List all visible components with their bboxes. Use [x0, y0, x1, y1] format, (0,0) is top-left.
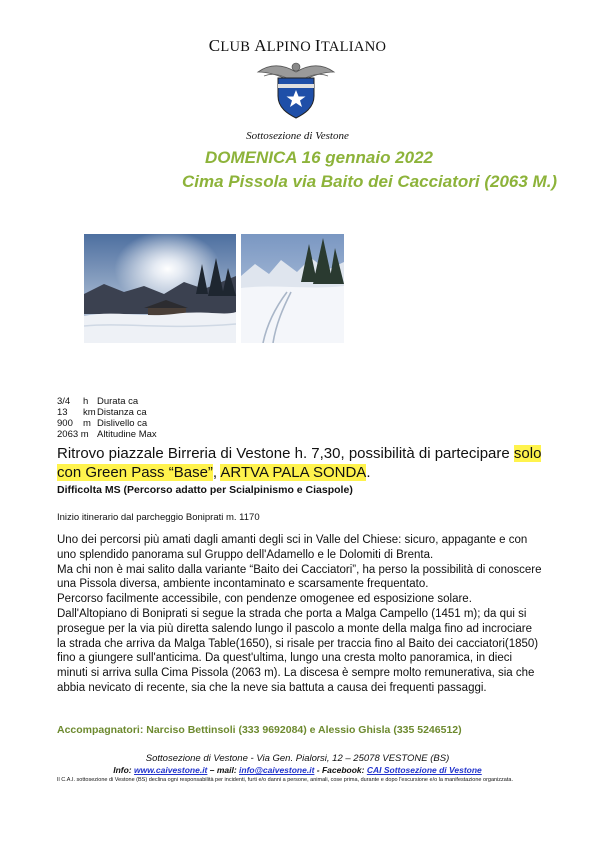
stat-distance: 13 kmDistanza ca — [57, 407, 147, 418]
description-paragraph: Uno dei percorsi più amati dagli amanti degli sci in Valle del Chiese: sicuro, appagante e con uno splendido panorama sul Gruppo dell'Adamello e le Dolomiti di Brenta. — [57, 534, 528, 561]
photo-ski-tracks — [241, 234, 344, 343]
description-paragraph: Dall'Altopiano di Boniprati si segue la strada che porta a Malga Campello (1451 m); da qui si prosegue per la via più diretta salendo lungo il pascolo a monte della malga fino ad incrociare la strada che arriva da Malga Table(1650), si risale per traccia fino al Baito dei cacciatori(1850) fino a giungere sull'anticima. Da quest'ultima, lungo una cresta molto panoramica, in dieci minuti si arriva sulla Cima Pissola (2063 m). La discesa è sempre molto remunerativa, sia che abbia nevicato di recente, sia che la neve sia battuta a causa dei frequenti passaggi. — [57, 607, 539, 694]
stat-max-altitude: 2063 m Altitudine Max — [57, 429, 157, 440]
meeting-info: Ritrovo piazzale Birreria di Vestone h. 7,30, possibilità di partecipare solo con Green Pass “Base”, ARTVA PALA SONDA. — [57, 445, 542, 481]
organization-name: CLUB ALPINO ITALIANO — [208, 36, 387, 55]
disclaimer: Il C.A.I. sottosezione di Vestone (BS) declina ogni responsabilità per incidenti, furti e/o danni a persone, animali, cose prima, durante e dopo l'escursione e/o la manifestazione organizzata. — [57, 777, 513, 783]
email-link[interactable]: info@caivestone.it — [239, 765, 315, 775]
footer-info: Info: www.caivestone.it – mail: info@caivestone.it - Facebook: CAI Sottosezione di Vestone — [113, 765, 482, 775]
cai-eagle-logo-icon — [256, 58, 336, 120]
website-link[interactable]: www.caivestone.it — [134, 765, 208, 775]
description-paragraph: Ma chi non è mai salito dalla variante “Baito dei Cacciatori”, ha perso la possibilità di conoscere una Pissola diversa, ambiente incontaminato e scarsamente frequentato. — [57, 563, 542, 591]
route-description — [57, 533, 543, 696]
description-paragraph: Percorso facilmente accessibile, con pendenze omogenee ed esposizione solare. — [57, 593, 472, 606]
facebook-link[interactable]: CAI Sottosezione di Vestone — [366, 765, 482, 775]
footer-address: Sottosezione di Vestone - Via Gen. Pialorsi, 12 – 25078 VESTONE (BS) — [145, 753, 450, 764]
green-pass-highlight: solo con Green Pass “Base” — [57, 445, 542, 481]
photo-snowy-hut-sun — [84, 234, 236, 343]
equipment-highlight: ARTVA PALA SONDA — [220, 464, 367, 481]
event-title: Cima Pissola via Baito dei Cacciatori (2063 M.) — [182, 172, 558, 191]
route-stats — [57, 396, 157, 440]
event-date: DOMENICA 16 gennaio 2022 — [205, 148, 433, 167]
stat-duration: 3/4 h Durata ca — [57, 396, 139, 407]
subsection-name: Sottosezione di Vestone — [246, 130, 349, 142]
difficulty-line: Difficolta MS (Percorso adatto per Scialpinismo e Ciaspole) — [57, 484, 353, 496]
start-point: Inizio itinerario dal parcheggio Boniprati m. 1170 — [57, 512, 260, 523]
stat-elevation-gain: 900 m Dislivello ca — [57, 418, 148, 429]
guides-contacts: Accompagnatori: Narciso Bettinsoli (333 9692084) e Alessio Ghisla (335 5246512) — [57, 724, 462, 736]
